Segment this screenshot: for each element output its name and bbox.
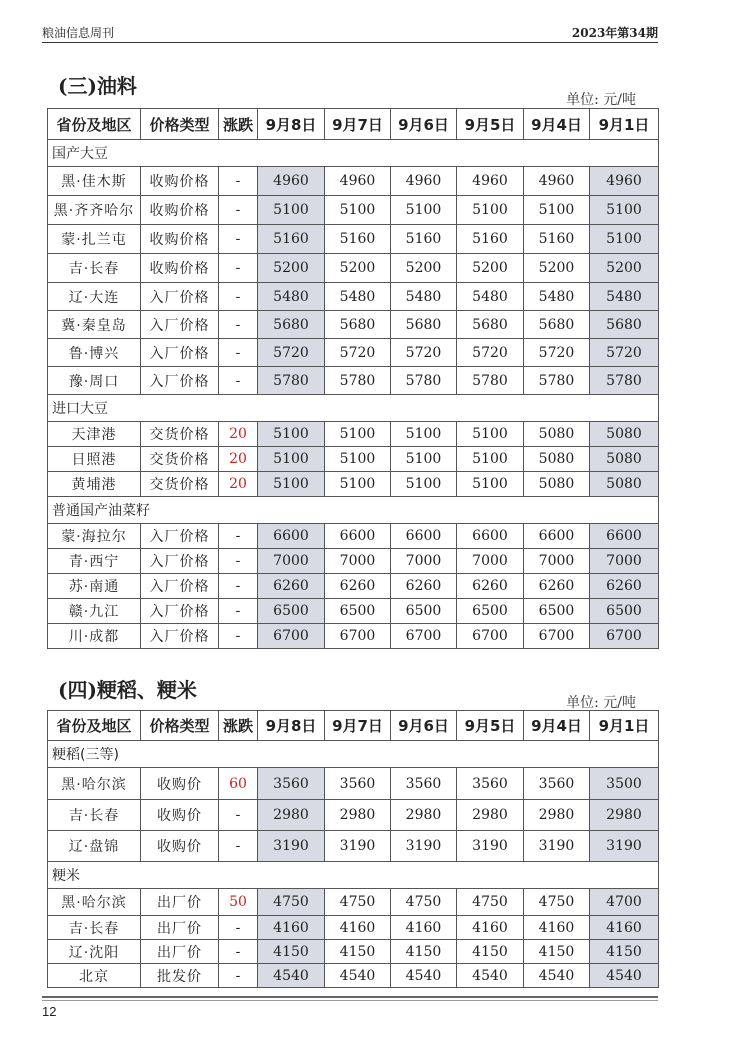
date-header: 9月6日	[391, 711, 457, 741]
price-cell: 5200	[391, 254, 457, 283]
price-cell: 6700	[258, 624, 325, 649]
change-cell: -	[219, 624, 258, 649]
price-cell: 5100	[391, 422, 457, 447]
date-header: 9月4日	[524, 109, 590, 140]
region-cell: 吉·长春	[48, 916, 141, 940]
price-cell: 5160	[391, 225, 457, 254]
price-cell: 2980	[258, 800, 325, 831]
region-cell: 北京	[48, 964, 141, 988]
price-cell: 5720	[258, 339, 325, 367]
journal-name: 粮油信息周刊	[42, 26, 115, 40]
price-type-cell: 入厂价格	[141, 549, 219, 574]
price-type-cell: 入厂价格	[141, 524, 219, 549]
price-cell: 5200	[325, 254, 391, 283]
group-row	[48, 862, 659, 889]
change-cell: -	[219, 940, 258, 964]
price-cell: 4150	[258, 940, 325, 964]
region-cell: 黑·佳木斯	[48, 167, 141, 196]
price-cell: 4540	[258, 964, 325, 988]
date-header: 9月6日	[391, 109, 457, 140]
price-cell: 5780	[325, 367, 391, 395]
price-type-cell: 收购价	[141, 800, 219, 831]
region-cell: 吉·长春	[48, 254, 141, 283]
price-cell: 5100	[391, 196, 457, 225]
price-cell: 5680	[524, 311, 590, 339]
price-cell: 6600	[325, 524, 391, 549]
issue-number: 2023年第34期	[571, 26, 658, 40]
table-row	[48, 889, 659, 916]
price-cell: 4160	[590, 916, 659, 940]
price-type-cell: 收购价格	[141, 225, 219, 254]
table-row	[48, 225, 659, 254]
price-cell: 6260	[457, 574, 524, 599]
price-cell: 5080	[524, 472, 590, 497]
price-cell: 5720	[590, 339, 659, 367]
price-cell: 4960	[457, 167, 524, 196]
region-cell: 蒙·海拉尔	[48, 524, 141, 549]
price-cell: 6600	[391, 524, 457, 549]
region-cell: 吉·长春	[48, 800, 141, 831]
price-cell: 3560	[325, 768, 391, 800]
region-header: 省份及地区	[48, 109, 141, 140]
date-header: 9月8日	[258, 711, 325, 741]
price-type-cell: 交货价格	[141, 472, 219, 497]
price-cell: 6700	[391, 624, 457, 649]
price-cell: 4150	[590, 940, 659, 964]
running-header	[42, 20, 658, 43]
price-cell: 7000	[325, 549, 391, 574]
price-type-cell: 入厂价格	[141, 311, 219, 339]
region-cell: 辽·大连	[48, 283, 141, 311]
table-row	[48, 447, 659, 472]
price-cell: 6500	[391, 599, 457, 624]
price-cell: 4160	[258, 916, 325, 940]
table-row	[48, 311, 659, 339]
header-row	[48, 711, 659, 741]
table-row	[48, 831, 659, 862]
price-cell: 4540	[590, 964, 659, 988]
table-row	[48, 422, 659, 447]
table-row	[48, 524, 659, 549]
header-row	[48, 109, 659, 140]
price-type-cell: 入厂价格	[141, 283, 219, 311]
price-cell: 5080	[590, 472, 659, 497]
price-cell: 5480	[258, 283, 325, 311]
price-cell: 5100	[258, 447, 325, 472]
section4-title: (四)粳稻、粳米	[58, 678, 197, 702]
change-cell: -	[219, 524, 258, 549]
price-cell: 3560	[524, 768, 590, 800]
price-cell: 5160	[258, 225, 325, 254]
price-cell: 6600	[258, 524, 325, 549]
price-cell: 7000	[391, 549, 457, 574]
type-header: 价格类型	[141, 109, 219, 140]
region-cell: 日照港	[48, 447, 141, 472]
price-cell: 5160	[524, 225, 590, 254]
price-type-cell: 入厂价格	[141, 574, 219, 599]
date-header: 9月7日	[325, 711, 391, 741]
price-cell: 6500	[524, 599, 590, 624]
price-cell: 2980	[457, 800, 524, 831]
price-cell: 5480	[457, 283, 524, 311]
price-cell: 5720	[325, 339, 391, 367]
region-cell: 黑·哈尔滨	[48, 768, 141, 800]
price-cell: 2980	[391, 800, 457, 831]
change-cell: -	[219, 574, 258, 599]
region-cell: 赣·九江	[48, 599, 141, 624]
table-row	[48, 283, 659, 311]
price-cell: 3190	[524, 831, 590, 862]
price-cell: 4960	[590, 167, 659, 196]
price-cell: 4960	[524, 167, 590, 196]
footer-rule	[42, 996, 658, 998]
price-cell: 5480	[524, 283, 590, 311]
price-type-cell: 入厂价格	[141, 624, 219, 649]
price-cell: 4960	[258, 167, 325, 196]
change-cell: -	[219, 196, 258, 225]
price-cell: 5100	[590, 225, 659, 254]
price-cell: 5080	[524, 447, 590, 472]
table-row	[48, 339, 659, 367]
price-cell: 5100	[258, 422, 325, 447]
price-type-cell: 出厂价	[141, 916, 219, 940]
price-cell: 6600	[590, 524, 659, 549]
price-cell: 5100	[590, 196, 659, 225]
price-cell: 4540	[524, 964, 590, 988]
price-cell: 4750	[325, 889, 391, 916]
price-cell: 6500	[590, 599, 659, 624]
change-cell: -	[219, 831, 258, 862]
region-cell: 冀·秦皇岛	[48, 311, 141, 339]
price-cell: 7000	[258, 549, 325, 574]
region-header: 省份及地区	[48, 711, 141, 741]
price-cell: 7000	[590, 549, 659, 574]
price-cell: 5680	[325, 311, 391, 339]
change-cell: -	[219, 254, 258, 283]
price-cell: 4540	[457, 964, 524, 988]
price-cell: 5780	[524, 367, 590, 395]
region-cell: 苏·南通	[48, 574, 141, 599]
table-row	[48, 196, 659, 225]
section4-unit: 单位: 元/吨	[566, 695, 636, 711]
price-cell: 6260	[258, 574, 325, 599]
price-type-cell: 收购价	[141, 768, 219, 800]
price-cell: 4750	[524, 889, 590, 916]
price-cell: 4150	[457, 940, 524, 964]
price-type-cell: 收购价格	[141, 167, 219, 196]
price-cell: 6500	[457, 599, 524, 624]
group-label: 粳米	[48, 862, 659, 889]
group-row	[48, 741, 659, 768]
price-cell: 5720	[391, 339, 457, 367]
price-cell: 5080	[590, 422, 659, 447]
price-cell: 2980	[325, 800, 391, 831]
price-cell: 5680	[258, 311, 325, 339]
price-cell: 4960	[325, 167, 391, 196]
price-cell: 5100	[325, 422, 391, 447]
date-header: 9月5日	[457, 711, 524, 741]
region-cell: 鲁·博兴	[48, 339, 141, 367]
change-cell: 50	[219, 889, 258, 916]
price-cell: 4160	[391, 916, 457, 940]
price-cell: 6260	[325, 574, 391, 599]
price-cell: 3560	[258, 768, 325, 800]
group-label: 国产大豆	[48, 140, 659, 167]
price-cell: 5080	[590, 447, 659, 472]
price-cell: 5680	[590, 311, 659, 339]
price-cell: 5680	[457, 311, 524, 339]
price-cell: 5200	[524, 254, 590, 283]
price-cell: 5780	[391, 367, 457, 395]
type-header: 价格类型	[141, 711, 219, 741]
price-cell: 3560	[391, 768, 457, 800]
change-cell: 20	[219, 472, 258, 497]
price-cell: 5100	[325, 196, 391, 225]
date-header: 9月1日	[590, 109, 659, 140]
price-cell: 5100	[258, 472, 325, 497]
price-type-cell: 出厂价	[141, 940, 219, 964]
group-label: 进口大豆	[48, 395, 659, 422]
group-row	[48, 140, 659, 167]
price-cell: 5720	[457, 339, 524, 367]
price-cell: 7000	[524, 549, 590, 574]
price-cell: 5480	[325, 283, 391, 311]
price-cell: 5100	[457, 472, 524, 497]
price-cell: 5100	[325, 472, 391, 497]
date-header: 9月7日	[325, 109, 391, 140]
price-cell: 5100	[457, 422, 524, 447]
table-row	[48, 167, 659, 196]
price-cell: 4750	[258, 889, 325, 916]
price-cell: 6700	[524, 624, 590, 649]
region-cell: 黑·哈尔滨	[48, 889, 141, 916]
price-cell: 3500	[590, 768, 659, 800]
price-type-cell: 入厂价格	[141, 599, 219, 624]
group-row	[48, 395, 659, 422]
price-cell: 4160	[524, 916, 590, 940]
price-cell: 6700	[590, 624, 659, 649]
price-cell: 6700	[325, 624, 391, 649]
price-type-cell: 入厂价格	[141, 367, 219, 395]
price-cell: 3190	[457, 831, 524, 862]
table-row	[48, 916, 659, 940]
region-cell: 豫·周口	[48, 367, 141, 395]
table-row	[48, 964, 659, 988]
table-row	[48, 254, 659, 283]
price-cell: 5480	[391, 283, 457, 311]
change-cell: -	[219, 167, 258, 196]
date-header: 9月1日	[590, 711, 659, 741]
price-type-cell: 收购价格	[141, 196, 219, 225]
change-cell: 60	[219, 768, 258, 800]
price-cell: 6700	[457, 624, 524, 649]
region-cell: 辽·盘锦	[48, 831, 141, 862]
section3-unit: 单位: 元/吨	[566, 92, 636, 108]
date-header: 9月4日	[524, 711, 590, 741]
price-cell: 5100	[391, 447, 457, 472]
price-cell: 6260	[524, 574, 590, 599]
price-cell: 3190	[325, 831, 391, 862]
price-cell: 6600	[457, 524, 524, 549]
price-cell: 4150	[391, 940, 457, 964]
group-label: 粳稻(三等)	[48, 741, 659, 768]
table-row	[48, 768, 659, 800]
price-cell: 4750	[391, 889, 457, 916]
price-cell: 4160	[457, 916, 524, 940]
price-cell: 5080	[524, 422, 590, 447]
table-row	[48, 574, 659, 599]
group-label: 普通国产油菜籽	[48, 497, 659, 524]
price-cell: 5200	[258, 254, 325, 283]
footer-rule-thin	[42, 1000, 658, 1001]
price-cell: 5680	[391, 311, 457, 339]
price-type-cell: 入厂价格	[141, 339, 219, 367]
price-cell: 4750	[457, 889, 524, 916]
price-cell: 4960	[391, 167, 457, 196]
price-cell: 5200	[457, 254, 524, 283]
price-cell: 5100	[258, 196, 325, 225]
price-cell: 5780	[590, 367, 659, 395]
region-cell: 青·西宁	[48, 549, 141, 574]
price-cell: 5100	[457, 196, 524, 225]
japonica-rice-price-table	[47, 710, 659, 988]
change-cell: -	[219, 549, 258, 574]
table-row	[48, 599, 659, 624]
price-type-cell: 批发价	[141, 964, 219, 988]
region-cell: 辽·沈阳	[48, 940, 141, 964]
change-header: 涨跌	[219, 711, 258, 741]
date-header: 9月5日	[457, 109, 524, 140]
price-cell: 2980	[524, 800, 590, 831]
change-cell: -	[219, 311, 258, 339]
region-cell: 蒙·扎兰屯	[48, 225, 141, 254]
price-cell: 5720	[524, 339, 590, 367]
price-cell: 6260	[590, 574, 659, 599]
price-cell: 5100	[391, 472, 457, 497]
price-cell: 3190	[391, 831, 457, 862]
price-cell: 5100	[325, 447, 391, 472]
change-cell: 20	[219, 422, 258, 447]
table-row	[48, 624, 659, 649]
price-cell: 4160	[325, 916, 391, 940]
price-type-cell: 交货价格	[141, 447, 219, 472]
table-row	[48, 800, 659, 831]
region-cell: 天津港	[48, 422, 141, 447]
region-cell: 川·成都	[48, 624, 141, 649]
price-cell: 4540	[325, 964, 391, 988]
price-cell: 3190	[590, 831, 659, 862]
price-cell: 3190	[258, 831, 325, 862]
group-row	[48, 497, 659, 524]
price-cell: 5480	[590, 283, 659, 311]
price-type-cell: 收购价	[141, 831, 219, 862]
table-row	[48, 940, 659, 964]
price-cell: 4150	[524, 940, 590, 964]
change-header: 涨跌	[219, 109, 258, 140]
price-cell: 6500	[258, 599, 325, 624]
price-cell: 5100	[457, 447, 524, 472]
price-type-cell: 收购价格	[141, 254, 219, 283]
date-header: 9月8日	[258, 109, 325, 140]
oilseeds-price-table	[47, 108, 659, 649]
change-cell: -	[219, 599, 258, 624]
change-cell: -	[219, 916, 258, 940]
price-cell: 5160	[325, 225, 391, 254]
change-cell: -	[219, 964, 258, 988]
price-cell: 2980	[590, 800, 659, 831]
change-cell: -	[219, 339, 258, 367]
region-cell: 黄埔港	[48, 472, 141, 497]
price-cell: 6500	[325, 599, 391, 624]
change-cell: -	[219, 367, 258, 395]
change-cell: -	[219, 800, 258, 831]
change-cell: -	[219, 225, 258, 254]
price-cell: 5780	[258, 367, 325, 395]
price-cell: 4150	[325, 940, 391, 964]
price-cell: 5100	[524, 196, 590, 225]
price-type-cell: 交货价格	[141, 422, 219, 447]
price-cell: 6260	[391, 574, 457, 599]
region-cell: 黑·齐齐哈尔	[48, 196, 141, 225]
change-cell: -	[219, 283, 258, 311]
section3-title: (三)油料	[58, 74, 137, 98]
price-cell: 3560	[457, 768, 524, 800]
table-row	[48, 472, 659, 497]
change-cell: 20	[219, 447, 258, 472]
page-number: 12	[42, 1004, 57, 1019]
table-row	[48, 549, 659, 574]
table-row	[48, 367, 659, 395]
price-cell: 5780	[457, 367, 524, 395]
price-cell: 4540	[391, 964, 457, 988]
price-cell: 7000	[457, 549, 524, 574]
price-type-cell: 出厂价	[141, 889, 219, 916]
price-cell: 4700	[590, 889, 659, 916]
price-cell: 6600	[524, 524, 590, 549]
price-cell: 5200	[590, 254, 659, 283]
price-cell: 5160	[457, 225, 524, 254]
